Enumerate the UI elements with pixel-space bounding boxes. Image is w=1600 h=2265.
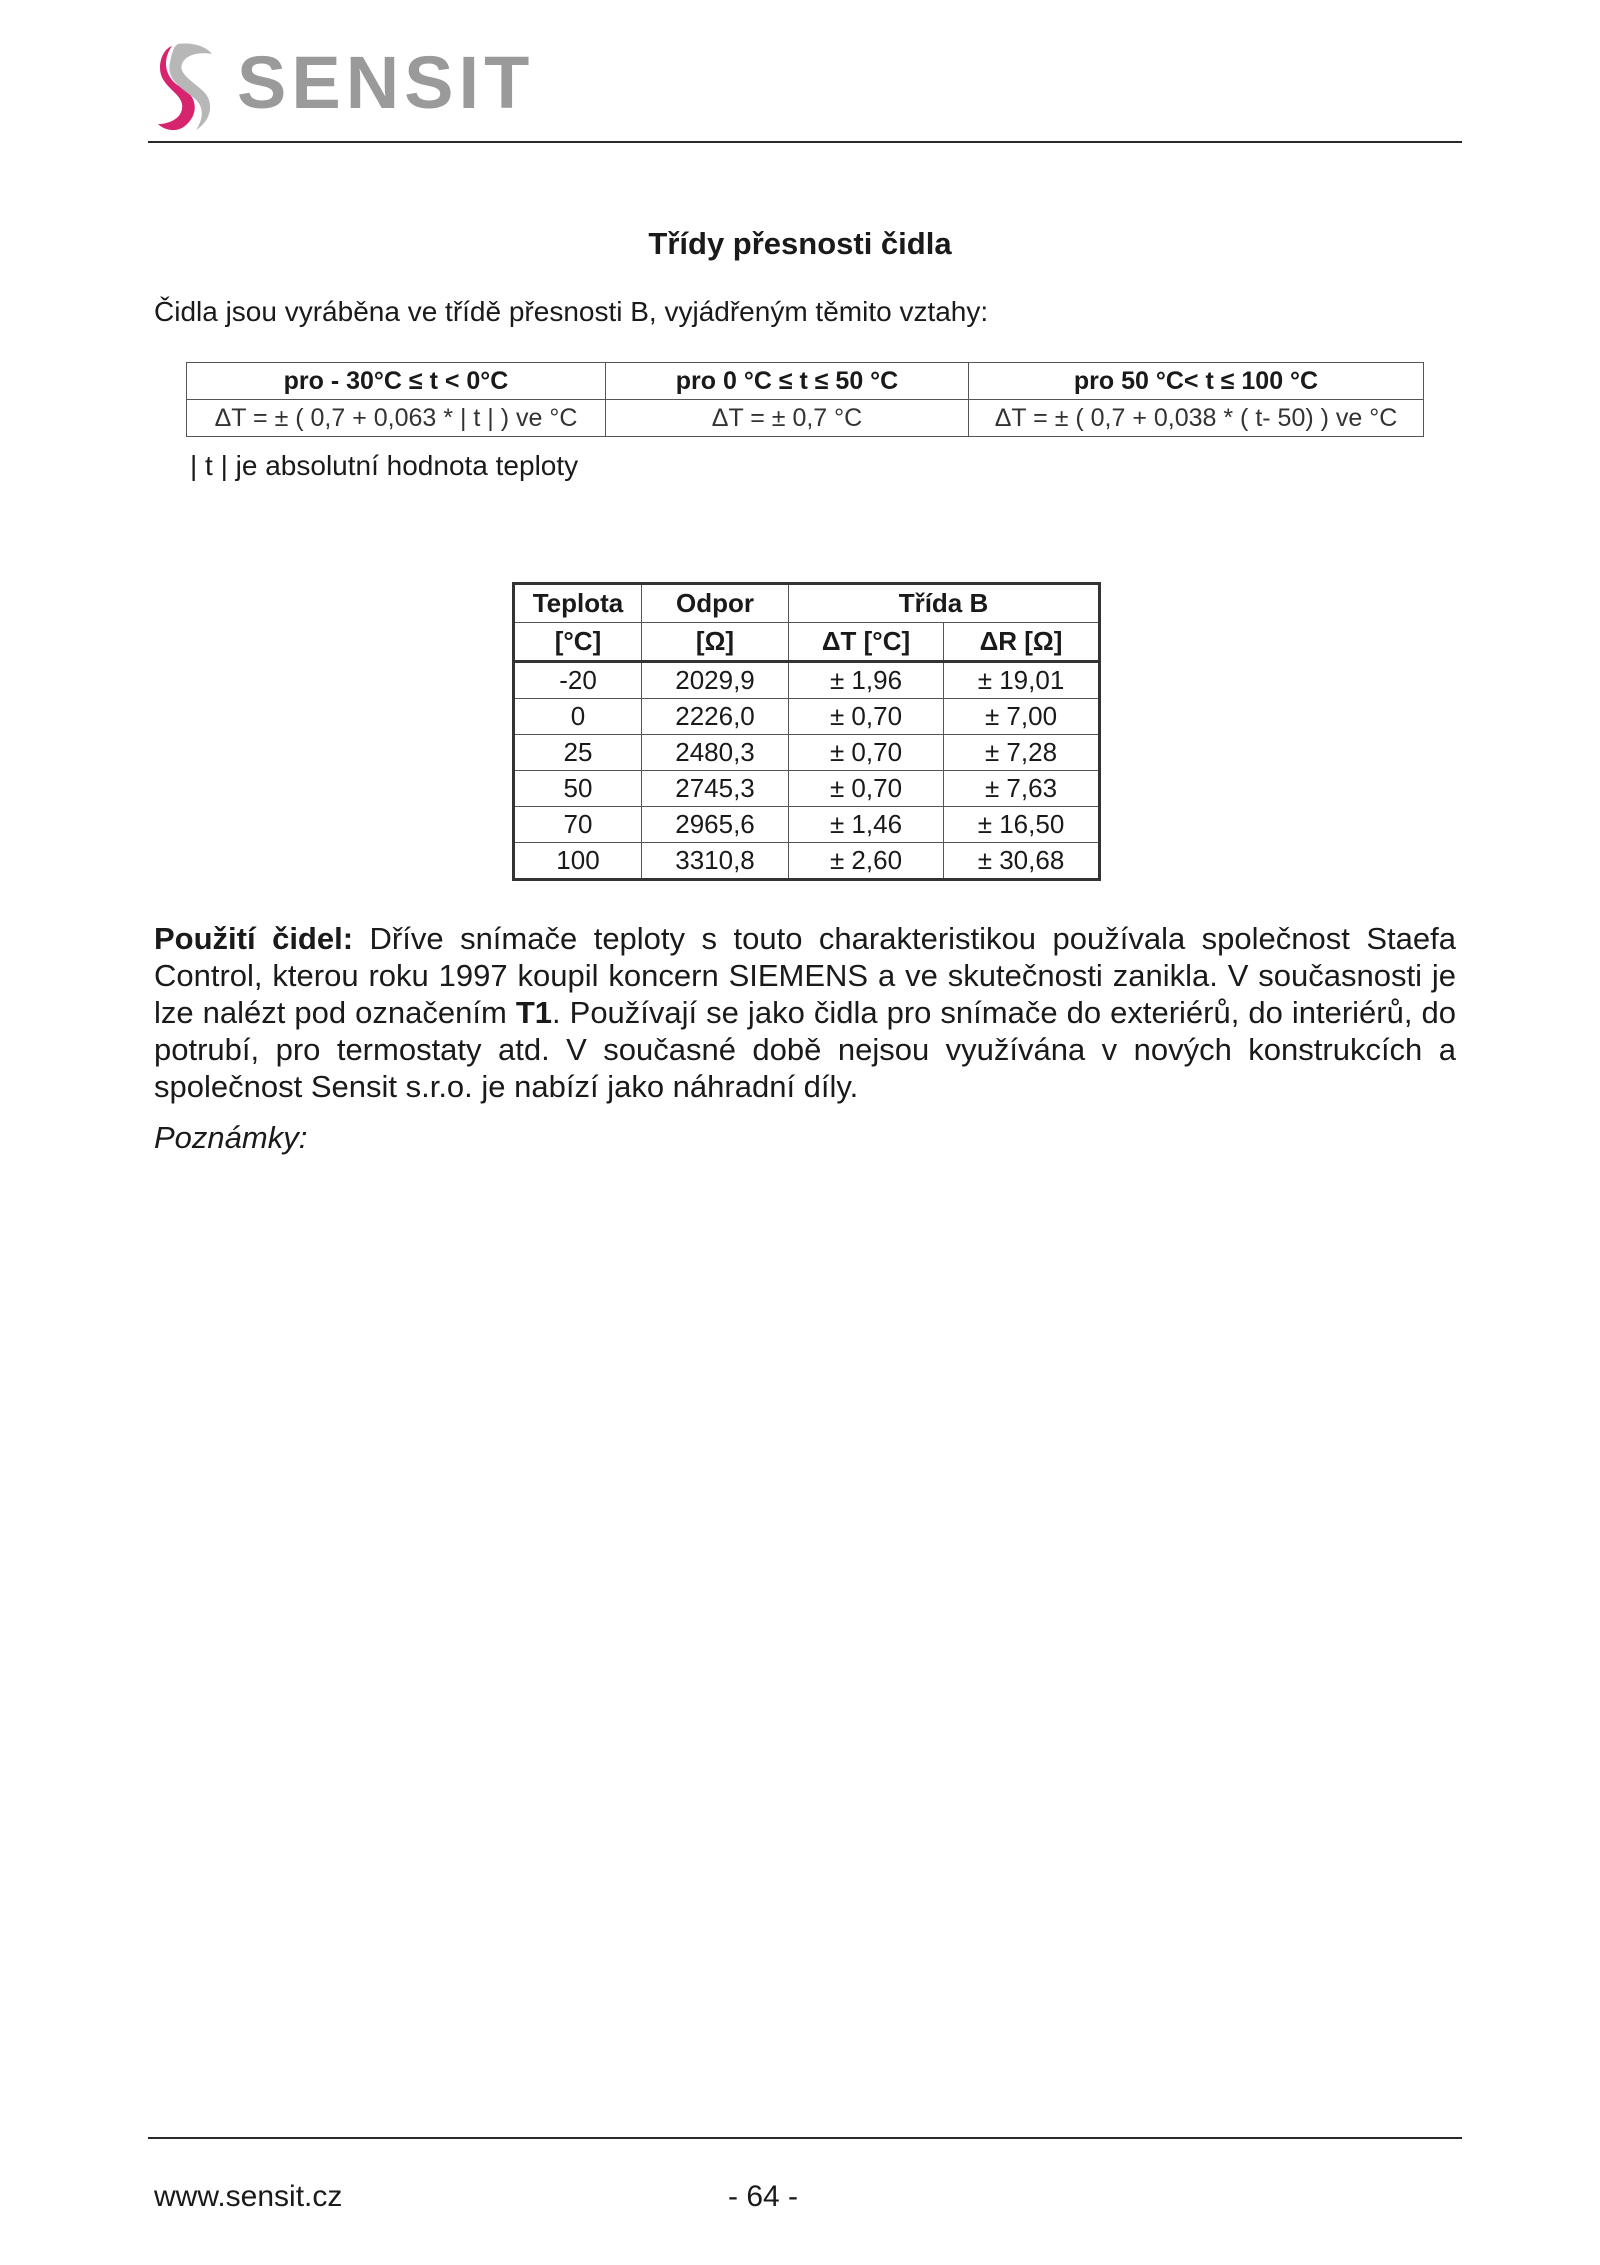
table-header-row-1 bbox=[514, 584, 1100, 623]
cell-res: 2965,6 bbox=[642, 807, 789, 843]
col-dt-header: ΔT [°C] bbox=[789, 623, 944, 662]
usage-code: T1 bbox=[515, 995, 552, 1030]
abs-note: | t | je absolutní hodnota teploty bbox=[190, 450, 579, 481]
cell-res: 3310,8 bbox=[642, 843, 789, 880]
page-number: - 64 - bbox=[728, 2180, 799, 2213]
table-row bbox=[514, 662, 1100, 699]
cell-dt: ± 1,96 bbox=[789, 662, 944, 699]
cell-dt: ± 2,60 bbox=[789, 843, 944, 880]
col-res-unit: [Ω] bbox=[642, 623, 789, 662]
cell-temp: 70 bbox=[514, 807, 642, 843]
col-dr-header: ΔR [Ω] bbox=[944, 623, 1100, 662]
formula-3: ΔT = ± ( 0,7 + 0,038 * ( t- 50) ) ve °C bbox=[969, 400, 1424, 437]
usage-text-2: . Používají se jako čidla pro snímače do exteriérů, do interiérů, do potrubí, pro termostaty atd. V současné době nejsou využívána v nových konstrukcích a společnost Sensit s.r.o. je nabízí jako náhradní díly. bbox=[154, 995, 1456, 1104]
footer-rule bbox=[148, 2137, 1462, 2139]
cell-dr: ± 19,01 bbox=[944, 662, 1100, 699]
intro-text: Čidla jsou vyráběna ve třídě přesnosti B, vyjádřeným těmito vztahy: bbox=[154, 296, 989, 327]
formula-header-row bbox=[187, 363, 1424, 400]
cell-dt: ± 1,46 bbox=[789, 807, 944, 843]
table-header-row-2 bbox=[514, 623, 1100, 662]
cell-temp: 25 bbox=[514, 735, 642, 771]
formula-table bbox=[186, 362, 1424, 437]
cell-res: 2226,0 bbox=[642, 699, 789, 735]
cell-temp: -20 bbox=[514, 662, 642, 699]
col-res-header: Odpor bbox=[642, 584, 789, 623]
formula-1: ΔT = ± ( 0,7 + 0,063 * | t | ) ve °C bbox=[187, 400, 606, 437]
cell-dr: ± 7,63 bbox=[944, 771, 1100, 807]
usage-paragraph bbox=[154, 920, 1456, 1105]
footer-url[interactable]: www.sensit.cz bbox=[154, 2180, 343, 2213]
cell-dt: ± 0,70 bbox=[789, 771, 944, 807]
cell-temp: 0 bbox=[514, 699, 642, 735]
cell-dr: ± 7,00 bbox=[944, 699, 1100, 735]
cell-dt: ± 0,70 bbox=[789, 699, 944, 735]
brand-name: SENSIT bbox=[237, 41, 535, 124]
sensit-logo-icon bbox=[152, 40, 232, 140]
formula-2: ΔT = ± 0,7 °C bbox=[606, 400, 969, 437]
cell-dr: ± 16,50 bbox=[944, 807, 1100, 843]
table-row bbox=[514, 843, 1100, 880]
formula-range-2: pro 0 °C ≤ t ≤ 50 °C bbox=[606, 363, 969, 400]
cell-dt: ± 0,70 bbox=[789, 735, 944, 771]
col-temp-header: Teplota bbox=[514, 584, 642, 623]
cell-temp: 100 bbox=[514, 843, 642, 880]
col-class-header: Třída B bbox=[789, 584, 1100, 623]
sensit-logo bbox=[152, 40, 535, 140]
formula-range-1: pro - 30°C ≤ t < 0°C bbox=[187, 363, 606, 400]
cell-res: 2480,3 bbox=[642, 735, 789, 771]
cell-dr: ± 30,68 bbox=[944, 843, 1100, 880]
col-temp-unit: [°C] bbox=[514, 623, 642, 662]
usage-label: Použití čidel: bbox=[154, 921, 354, 956]
notes-label: Poznámky: bbox=[154, 1120, 308, 1155]
cell-res: 2029,9 bbox=[642, 662, 789, 699]
cell-dr: ± 7,28 bbox=[944, 735, 1100, 771]
table-row bbox=[514, 735, 1100, 771]
table-row bbox=[514, 771, 1100, 807]
cell-temp: 50 bbox=[514, 771, 642, 807]
header-rule bbox=[148, 141, 1462, 143]
accuracy-table bbox=[512, 582, 1101, 881]
formula-row bbox=[187, 400, 1424, 437]
usage-text-1: Dříve snímače teploty s touto charakteristikou používala společnost Staefa Control, kterou roku 1997 koupil koncern SIEMENS a ve skutečnosti zanikla. V současnosti je lze nalézt pod označením bbox=[154, 921, 1456, 1030]
formula-range-3: pro 50 °C< t ≤ 100 °C bbox=[969, 363, 1424, 400]
page-title: Třídy přesnosti čidla bbox=[648, 226, 952, 261]
cell-res: 2745,3 bbox=[642, 771, 789, 807]
table-row bbox=[514, 807, 1100, 843]
table-row bbox=[514, 699, 1100, 735]
